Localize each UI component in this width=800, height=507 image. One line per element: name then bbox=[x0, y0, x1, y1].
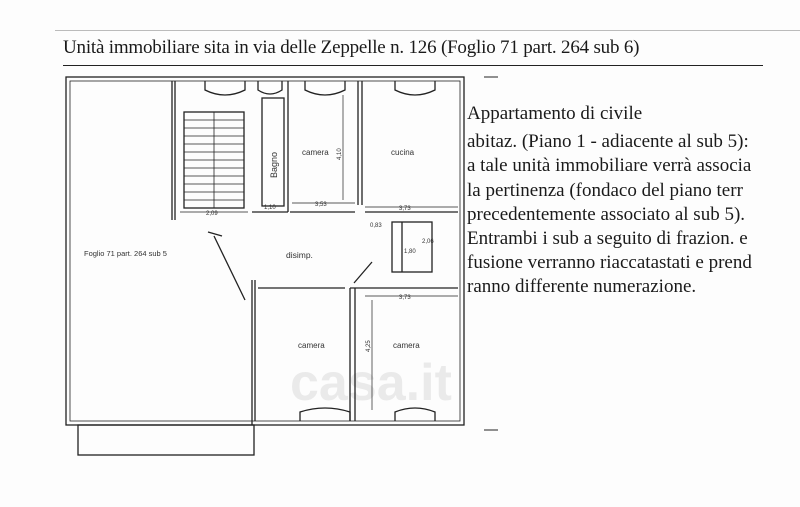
description-text bbox=[467, 102, 800, 300]
left-unit-label: Foglio 71 part. 264 sub 5 bbox=[84, 249, 167, 258]
description-line: precedentemente associato al sub 5). bbox=[467, 203, 746, 225]
description-line: Entrambi i sub a seguito di frazion. e bbox=[467, 228, 748, 250]
dim-stair: 2,09 bbox=[206, 211, 218, 217]
dim-cucina: 3,73 bbox=[399, 206, 411, 212]
room-label-disimp: disimp. bbox=[286, 250, 313, 260]
dim-camera: 3,53 bbox=[315, 202, 327, 208]
dim-camera-br-depth: 4,25 bbox=[366, 340, 372, 352]
dim-small-3: 1,80 bbox=[404, 249, 416, 255]
dim-bagno: 1,10 bbox=[264, 205, 276, 211]
description-line: fusione verranno riaccatastati e prend bbox=[467, 252, 752, 274]
description-line: abitaz. (Piano 1 - adiacente al sub 5): bbox=[467, 131, 749, 153]
room-label-bagno: Bagno bbox=[269, 151, 279, 178]
room-label-cucina: cucina bbox=[391, 148, 415, 157]
description-line: la pertinenza (fondaco del piano terr bbox=[467, 179, 743, 201]
room-label-camera-br: camera bbox=[393, 341, 420, 350]
description-line: ranno differente numerazione. bbox=[467, 276, 697, 298]
window bbox=[205, 81, 245, 95]
description-line: a tale unità immobiliare verrà associa bbox=[467, 155, 752, 177]
room-label-camera-bl: camera bbox=[298, 341, 325, 350]
balcony bbox=[78, 425, 254, 455]
closet bbox=[392, 222, 432, 272]
dim-camera-br: 3,73 bbox=[399, 295, 411, 301]
dim-small-2: 2,06 bbox=[422, 239, 434, 245]
page-title: Unità immobiliare sita in via delle Zeppelle n. 126 (Foglio 71 part. 264 sub 6) bbox=[63, 37, 640, 58]
watermark: casa.it bbox=[290, 354, 452, 412]
room-label-camera-top: camera bbox=[302, 148, 329, 157]
dim-small-1: 0,83 bbox=[370, 223, 382, 229]
door bbox=[214, 236, 245, 300]
description-line: Appartamento di civile bbox=[467, 103, 643, 124]
dim-cucina-depth: 4,10 bbox=[337, 148, 343, 160]
